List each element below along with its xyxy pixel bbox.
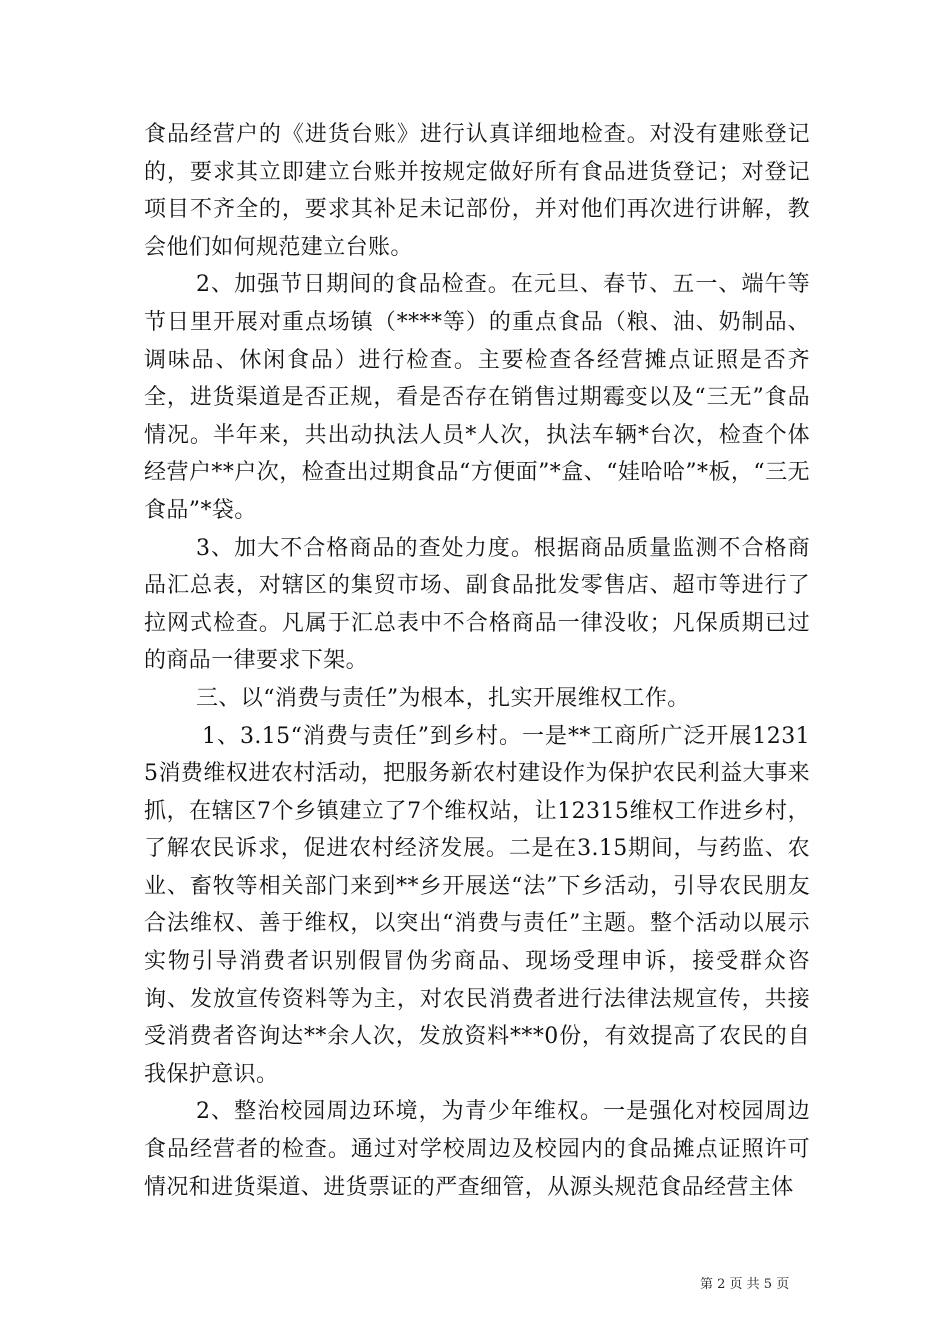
- paragraph-315-rural: 1、3.15“消费与责任”到乡村。一是**工商所广泛开展12315消费维权进农村活动，把服务新农村建设作为保护农民利益大事来抓，在辖区7个乡镇建立了7个维权站，让12315维权工作进乡村，了解农民诉求，促进农村经济发展。二是在3.15期间，与药监、农业、畜牧等相关部门来到**乡开展送“法”下乡活动，引导农民朋友合法维权、善于维权，以突出“消费与责任”主题。整个活动以展示实物引导消费者识别假冒伪劣商品、现场受理申诉，接受群众咨询、发放宣传资料等为主，对农民消费者进行法律法规宣传，共接受消费者咨询达**余人次，发放资料***0份，有效提高了农民的自我保护意识。: [144, 723, 810, 1087]
- paragraph-continuation: 食品经营户的《进货台账》进行认真详细地检查。对没有建账登记的，要求其立即建立台账并按规定做好所有食品进货登记；对登记项目不齐全的，要求其补足未记部份，并对他们再次进行讲解，教会他们如何规范建立台账。: [144, 122, 810, 260]
- section-heading-consumer-rights: 三、以“消费与责任”为根本，扎实开展维权工作。: [196, 685, 690, 711]
- paragraph-holiday-inspection: 2、加强节日期间的食品检查。在元旦、春节、五一、端午等节日里开展对重点场镇（****等）的重点食品（粮、油、奶制品、调味品、休闲食品）进行检查。主要检查各经营摊点证照是否齐全，进货渠道是否正规，看是否存在销售过期霉变以及“三无”食品情况。半年来，共出动执法人员*人次，执法车辆*台次，检查个体经营户**户次，检查出过期食品“方便面”*盒、“娃哈哈”*板，“三无食品”*袋。: [144, 272, 810, 523]
- paragraph-substandard-goods: 3、加大不合格商品的查处力度。根据商品质量监测不合格商品汇总表，对辖区的集贸市场、副食品批发零售店、超市等进行了拉网式检查。凡属于汇总表中不合格商品一律没收；凡保质期已过的商品一律要求下架。: [144, 535, 810, 674]
- paragraph-campus-environment: 2、整治校园周边环境，为青少年维权。一是强化对校园周边食品经营者的检查。通过对学校周边及校园内的食品摊点证照许可情况和进货渠道、进货票证的严查细管，从源头规范食品经营主体: [144, 1099, 810, 1200]
- page-number-footer: 第 2 页 共 5 页: [700, 1277, 790, 1292]
- document-body: [144, 116, 810, 1206]
